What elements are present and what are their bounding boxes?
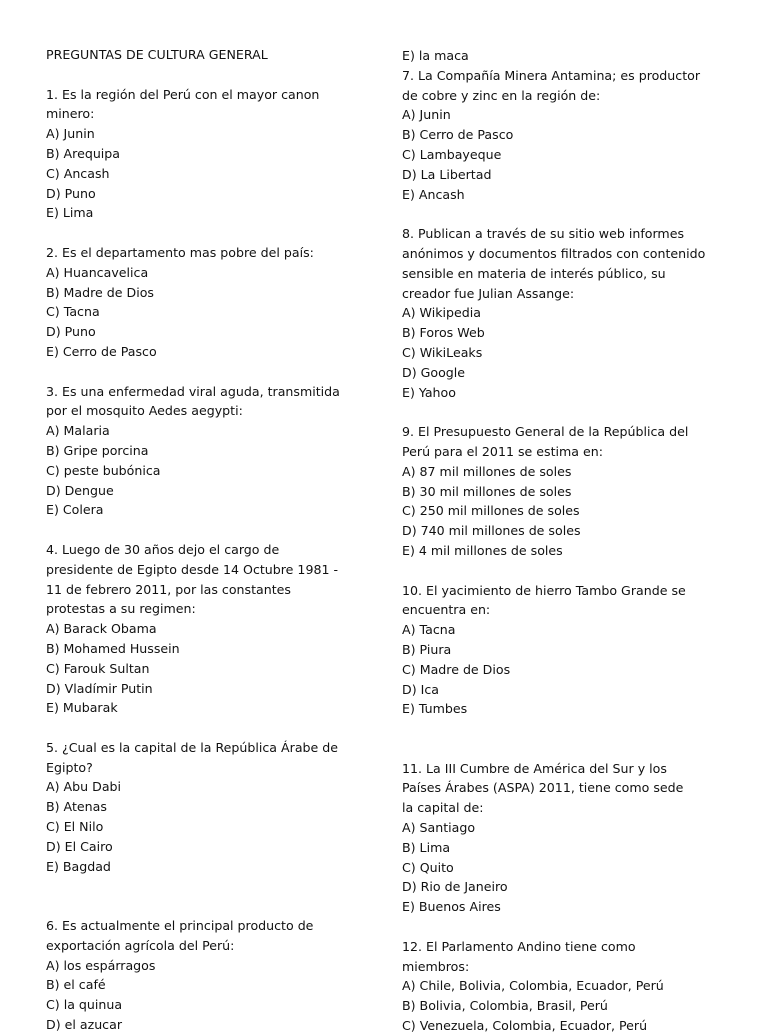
option-e: E) Bagdad xyxy=(46,858,111,874)
spacer xyxy=(402,561,728,581)
option-d: D) Dengue xyxy=(46,482,114,498)
option-d: D) Vladímir Putin xyxy=(46,680,153,696)
option-c: C) Quito xyxy=(402,859,454,875)
option-b: B) el café xyxy=(46,977,106,993)
spacer xyxy=(46,718,381,738)
spacer xyxy=(46,876,381,896)
spacer xyxy=(46,520,381,540)
option-c: C) 250 mil millones de soles xyxy=(402,503,580,519)
option-d: D) Ica xyxy=(402,681,439,697)
option-e: E) Cerro de Pasco xyxy=(46,343,157,359)
option-b: B) 30 mil millones de soles xyxy=(402,483,572,499)
question-text: exportación agrícola del Perú: xyxy=(46,937,235,953)
option-e: E) la maca xyxy=(402,48,469,63)
option-c: C) Farouk Sultan xyxy=(46,660,150,676)
left-column xyxy=(46,45,381,1035)
question-text: 11 de febrero 2011, por las constantes xyxy=(46,581,291,597)
question-text: miembros: xyxy=(402,958,470,974)
option-d: D) el azucar xyxy=(46,1017,122,1033)
question-text: sensible en materia de interés público, su xyxy=(402,265,666,281)
option-a: A) Huancavelica xyxy=(46,264,149,280)
option-d: D) 740 mil millones de soles xyxy=(402,523,581,539)
option-a: A) Abu Dabi xyxy=(46,779,122,795)
option-e: E) Tumbes xyxy=(402,701,468,717)
option-a: A) Wikipedia xyxy=(402,305,481,321)
question-text: por el mosquito Aedes aegypti: xyxy=(46,403,243,419)
question-text: 2. Es el departamento mas pobre del país: xyxy=(46,244,314,260)
option-c: C) peste bubónica xyxy=(46,462,161,478)
question-text: minero: xyxy=(46,106,95,122)
option-c: C) Madre de Dios xyxy=(402,661,511,677)
question-1 xyxy=(46,85,381,224)
question-4 xyxy=(46,540,381,718)
question-text: 7. La Compañía Minera Antamina; es productor xyxy=(402,67,701,83)
option-a: A) Santiago xyxy=(402,820,476,836)
question-text: Países Árabes (ASPA) 2011, tiene como sede xyxy=(402,780,684,796)
option-d: D) Puno xyxy=(46,324,96,340)
spacer xyxy=(402,917,728,937)
question-11 xyxy=(402,759,728,917)
question-text: 10. El yacimiento de hierro Tambo Grande se xyxy=(402,582,686,598)
option-c: C) Lambayeque xyxy=(402,146,502,162)
option-d: D) Rio de Janeiro xyxy=(402,879,508,895)
question-text: 3. Es una enfermedad viral aguda, transmitida xyxy=(46,383,340,399)
question-5 xyxy=(46,738,381,877)
question-text: creador fue Julian Assange: xyxy=(402,285,575,301)
question-text: de cobre y zinc en la región de: xyxy=(402,87,601,103)
option-e: E) Colera xyxy=(46,502,104,518)
option-b: B) Mohamed Hussein xyxy=(46,640,180,656)
option-a: A) Barack Obama xyxy=(46,621,157,637)
option-c: C) El Nilo xyxy=(46,819,104,835)
spacer xyxy=(46,65,381,85)
option-b: B) Arequipa xyxy=(46,145,121,161)
document-title: PREGUNTAS DE CULTURA GENERAL xyxy=(46,47,268,62)
question-text: protestas a su regimen: xyxy=(46,601,196,617)
spacer xyxy=(46,223,381,243)
question-text: 5. ¿Cual es la capital de la República Árabe de xyxy=(46,739,339,755)
question-10 xyxy=(402,581,728,720)
option-b: B) Lima xyxy=(402,839,451,855)
spacer xyxy=(46,896,381,916)
question-2 xyxy=(46,243,381,362)
question-text: Egipto? xyxy=(46,759,93,775)
question-text: 11. La III Cumbre de América del Sur y los xyxy=(402,760,667,776)
option-b: B) Atenas xyxy=(46,799,107,815)
question-text: 12. El Parlamento Andino tiene como xyxy=(402,938,636,954)
option-a: A) 87 mil millones de soles xyxy=(402,463,572,479)
question-text: la capital de: xyxy=(402,800,484,816)
option-d: D) La Libertad xyxy=(402,166,492,182)
question-text: 6. Es actualmente el principal producto de xyxy=(46,918,314,934)
spacer xyxy=(402,402,728,422)
option-d: D) El Cairo xyxy=(46,838,113,854)
option-a: A) Chile, Bolivia, Colombia, Ecuador, Perú xyxy=(402,978,664,994)
option-e: E) Mubarak xyxy=(46,700,118,716)
option-c: C) la quinua xyxy=(46,997,123,1013)
option-b: B) Madre de Dios xyxy=(46,284,154,300)
spacer xyxy=(402,719,728,739)
question-9 xyxy=(402,422,728,561)
option-b: B) Cerro de Pasco xyxy=(402,127,514,143)
option-d: D) Google xyxy=(402,364,466,380)
option-d: D) Puno xyxy=(46,185,96,201)
question-8 xyxy=(402,224,728,402)
question-text: 9. El Presupuesto General de la República del xyxy=(402,424,689,440)
option-a: A) Malaria xyxy=(46,423,110,439)
question-6-continued-and-7 xyxy=(402,46,728,204)
question-text: Perú para el 2011 se estima en: xyxy=(402,443,603,459)
spacer xyxy=(46,362,381,382)
option-e: E) Lima xyxy=(46,205,94,221)
option-e: E) Yahoo xyxy=(402,384,456,400)
option-c: C) Tacna xyxy=(46,304,100,320)
question-3 xyxy=(46,382,381,521)
option-e: E) Ancash xyxy=(402,186,465,202)
option-c: C) Ancash xyxy=(46,165,110,181)
right-column xyxy=(402,46,728,1036)
question-text: 1. Es la región del Perú con el mayor canon xyxy=(46,86,320,102)
question-text: presidente de Egipto desde 14 Octubre 1981 - xyxy=(46,561,339,577)
option-a: A) Junin xyxy=(402,107,451,123)
question-6 xyxy=(46,916,381,1035)
question-text: anónimos y documentos filtrados con contenido xyxy=(402,245,706,261)
option-c: C) WikiLeaks xyxy=(402,344,483,360)
option-e: E) 4 mil millones de soles xyxy=(402,542,563,558)
question-text: encuentra en: xyxy=(402,602,491,618)
spacer xyxy=(402,739,728,759)
question-12 xyxy=(402,937,728,1036)
spacer xyxy=(402,204,728,224)
option-b: B) Gripe porcina xyxy=(46,442,149,458)
option-b: B) Piura xyxy=(402,641,452,657)
question-text: 4. Luego de 30 años dejo el cargo de xyxy=(46,541,280,557)
option-a: A) Junin xyxy=(46,126,95,142)
option-b: B) Bolivia, Colombia, Brasil, Perú xyxy=(402,998,608,1014)
option-a: A) Tacna xyxy=(402,622,456,638)
option-c: C) Venezuela, Colombia, Ecuador, Perú xyxy=(402,1018,648,1034)
option-a: A) los espárragos xyxy=(46,957,156,973)
option-e: E) Buenos Aires xyxy=(402,899,501,915)
option-b: B) Foros Web xyxy=(402,325,485,341)
question-text: 8. Publican a través de su sitio web informes xyxy=(402,226,685,242)
